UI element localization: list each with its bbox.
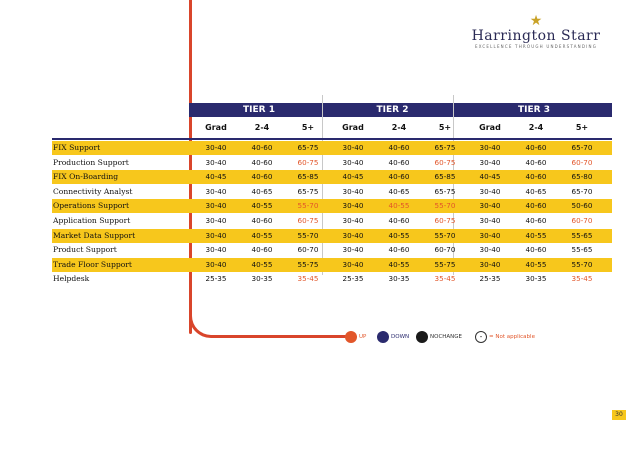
salary-cell: 30-40 xyxy=(342,216,364,225)
salary-cell: 40-65 xyxy=(251,186,273,196)
salary-cell: 55-70 xyxy=(571,259,593,269)
column-header: 2-4 xyxy=(254,123,270,132)
header-rule xyxy=(52,138,612,140)
salary-cell: 30-40 xyxy=(479,143,501,152)
table-row xyxy=(52,185,612,199)
salary-cell: 30-35 xyxy=(525,274,547,284)
tier-2-label: TIER 2 xyxy=(376,105,409,115)
table-row xyxy=(52,170,612,184)
column-header: 2-4 xyxy=(528,123,544,132)
legend-down: DOWN xyxy=(391,334,410,340)
salary-cell: 60-75 xyxy=(434,216,456,225)
table-row xyxy=(52,243,612,257)
salary-cell: 60-70 xyxy=(297,245,319,255)
salary-cell: 40-55 xyxy=(251,201,273,211)
salary-cell: 40-45 xyxy=(342,172,364,182)
salary-cell: 30-40 xyxy=(205,259,227,269)
salary-cell: 40-55 xyxy=(388,259,410,269)
salary-cell: 65-70 xyxy=(571,143,593,152)
salary-cell: 30-35 xyxy=(251,274,273,284)
salary-cell: 40-55 xyxy=(251,230,273,240)
salary-cell: 55-70 xyxy=(297,230,319,240)
star-icon: ★ xyxy=(529,13,543,29)
salary-cell: 40-60 xyxy=(525,245,547,255)
salary-cell: 25-35 xyxy=(342,274,364,284)
salary-cell: 30-40 xyxy=(342,201,364,211)
down-dot-icon xyxy=(377,331,389,343)
salary-cell: 30-40 xyxy=(205,201,227,211)
salary-cell: 30-40 xyxy=(205,157,227,167)
salary-cell: 40-60 xyxy=(525,157,547,167)
salary-cell: 25-35 xyxy=(479,274,501,284)
salary-cell: 30-40 xyxy=(479,186,501,196)
salary-cell: 65-75 xyxy=(434,186,456,196)
salary-cell: 65-70 xyxy=(571,186,593,196)
tier-1-label: TIER 1 xyxy=(243,105,275,115)
tier-3-label: TIER 3 xyxy=(518,105,550,115)
salary-cell: 30-40 xyxy=(342,186,364,196)
salary-cell: 30-40 xyxy=(205,245,227,255)
up-dot-icon xyxy=(345,331,357,343)
table-row xyxy=(52,141,612,155)
salary-cell: 30-40 xyxy=(479,230,501,240)
salary-cell: 40-60 xyxy=(251,245,273,255)
salary-cell: 40-60 xyxy=(525,216,547,225)
salary-cell: 65-75 xyxy=(434,143,456,152)
row-label: Product Support xyxy=(53,245,117,255)
salary-cell: 30-40 xyxy=(479,157,501,167)
salary-cell: 40-65 xyxy=(525,186,547,196)
salary-cell: 40-55 xyxy=(388,230,410,240)
legend-up: UP xyxy=(359,334,367,340)
salary-cell: 40-55 xyxy=(388,201,410,211)
salary-cell: 30-40 xyxy=(479,245,501,255)
row-label: Production Support xyxy=(53,157,129,167)
accent-curve xyxy=(189,300,349,338)
column-header: Grad xyxy=(342,123,364,132)
salary-cell: 40-60 xyxy=(388,157,410,167)
column-header: 5+ xyxy=(575,123,589,132)
salary-cell: 40-60 xyxy=(251,157,273,167)
salary-cell: 65-75 xyxy=(297,186,319,196)
row-label: FIX Support xyxy=(53,143,101,152)
legend-nochange: NOCHANGE xyxy=(430,334,463,340)
salary-cell: 60-75 xyxy=(297,216,319,225)
salary-cell: 40-60 xyxy=(251,172,273,182)
salary-cell: 40-60 xyxy=(525,201,547,211)
table-row xyxy=(52,272,612,286)
salary-cell: 50-60 xyxy=(571,201,593,211)
salary-cell: 30-40 xyxy=(205,143,227,152)
salary-cell: 35-45 xyxy=(434,274,456,284)
column-header: 5+ xyxy=(438,123,452,132)
salary-cell: 40-55 xyxy=(525,259,547,269)
salary-cell: 30-40 xyxy=(479,216,501,225)
salary-cell: 30-40 xyxy=(342,259,364,269)
salary-cell: 40-65 xyxy=(388,186,410,196)
salary-cell: 30-35 xyxy=(388,274,410,284)
salary-cell: 40-45 xyxy=(205,172,227,182)
salary-cell: 30-40 xyxy=(479,259,501,269)
row-label: FIX On-Boarding xyxy=(53,172,119,182)
salary-cell: 55-75 xyxy=(434,259,456,269)
salary-cell: 65-85 xyxy=(434,172,456,182)
salary-cell: 55-65 xyxy=(571,245,593,255)
salary-cell: 60-70 xyxy=(434,245,456,255)
salary-cell: 30-40 xyxy=(342,143,364,152)
row-label: Application Support xyxy=(53,216,131,225)
salary-cell: 30-40 xyxy=(342,157,364,167)
salary-cell: 55-70 xyxy=(297,201,319,211)
salary-cell: 30-40 xyxy=(205,186,227,196)
brand-logo xyxy=(466,14,606,49)
salary-cell: 60-70 xyxy=(571,157,593,167)
salary-cell: 60-70 xyxy=(571,216,593,225)
column-header: 5+ xyxy=(301,123,315,132)
salary-cell: 60-75 xyxy=(434,157,456,167)
salary-cell: 55-70 xyxy=(434,230,456,240)
salary-cell: 40-55 xyxy=(251,259,273,269)
salary-cell: 40-60 xyxy=(251,216,273,225)
not-applicable-icon: - xyxy=(475,331,487,343)
column-header: 2-4 xyxy=(391,123,407,132)
row-label: Connectivity Analyst xyxy=(53,186,133,196)
table-row xyxy=(52,258,612,272)
table-row xyxy=(52,214,612,228)
row-label: Operations Support xyxy=(53,201,130,211)
nochange-dot-icon xyxy=(416,331,428,343)
salary-cell: 65-85 xyxy=(297,172,319,182)
salary-cell: 30-40 xyxy=(205,230,227,240)
table-row xyxy=(52,156,612,170)
salary-cell: 60-75 xyxy=(297,157,319,167)
salary-cell: 55-75 xyxy=(297,259,319,269)
table-row xyxy=(52,199,612,213)
salary-cell: 40-45 xyxy=(479,172,501,182)
salary-cell: 40-60 xyxy=(388,216,410,225)
row-label: Market Data Support xyxy=(53,230,136,240)
salary-cell: 40-60 xyxy=(388,143,410,152)
salary-cell: 30-40 xyxy=(342,230,364,240)
salary-cell: 55-65 xyxy=(571,230,593,240)
salary-cell: 40-60 xyxy=(388,245,410,255)
salary-cell: 65-75 xyxy=(297,143,319,152)
row-label: Trade Floor Support xyxy=(53,259,132,269)
salary-cell: 40-60 xyxy=(525,172,547,182)
salary-cell: 40-60 xyxy=(525,143,547,152)
salary-cell: 30-40 xyxy=(205,216,227,225)
legend-not-applicable: = Not applicable xyxy=(489,334,535,340)
salary-cell: 30-40 xyxy=(342,245,364,255)
page-number: 30 xyxy=(612,410,626,420)
table-row xyxy=(52,229,612,243)
salary-cell: 55-70 xyxy=(434,201,456,211)
salary-cell: 40-55 xyxy=(525,230,547,240)
salary-cell: 65-80 xyxy=(571,172,593,182)
salary-cell: 40-60 xyxy=(388,172,410,182)
column-header: Grad xyxy=(205,123,227,132)
salary-cell: 30-40 xyxy=(479,201,501,211)
row-label: Helpdesk xyxy=(53,274,90,284)
brand-tagline: EXCELLENCE THROUGH UNDERSTANDING xyxy=(474,44,597,49)
salary-cell: 40-60 xyxy=(251,143,273,152)
salary-cell: 35-45 xyxy=(297,274,319,284)
salary-cell: 35-45 xyxy=(571,274,593,284)
salary-cell: 25-35 xyxy=(205,274,227,284)
brand-name: Harrington Starr xyxy=(471,28,601,44)
column-header: Grad xyxy=(479,123,501,132)
